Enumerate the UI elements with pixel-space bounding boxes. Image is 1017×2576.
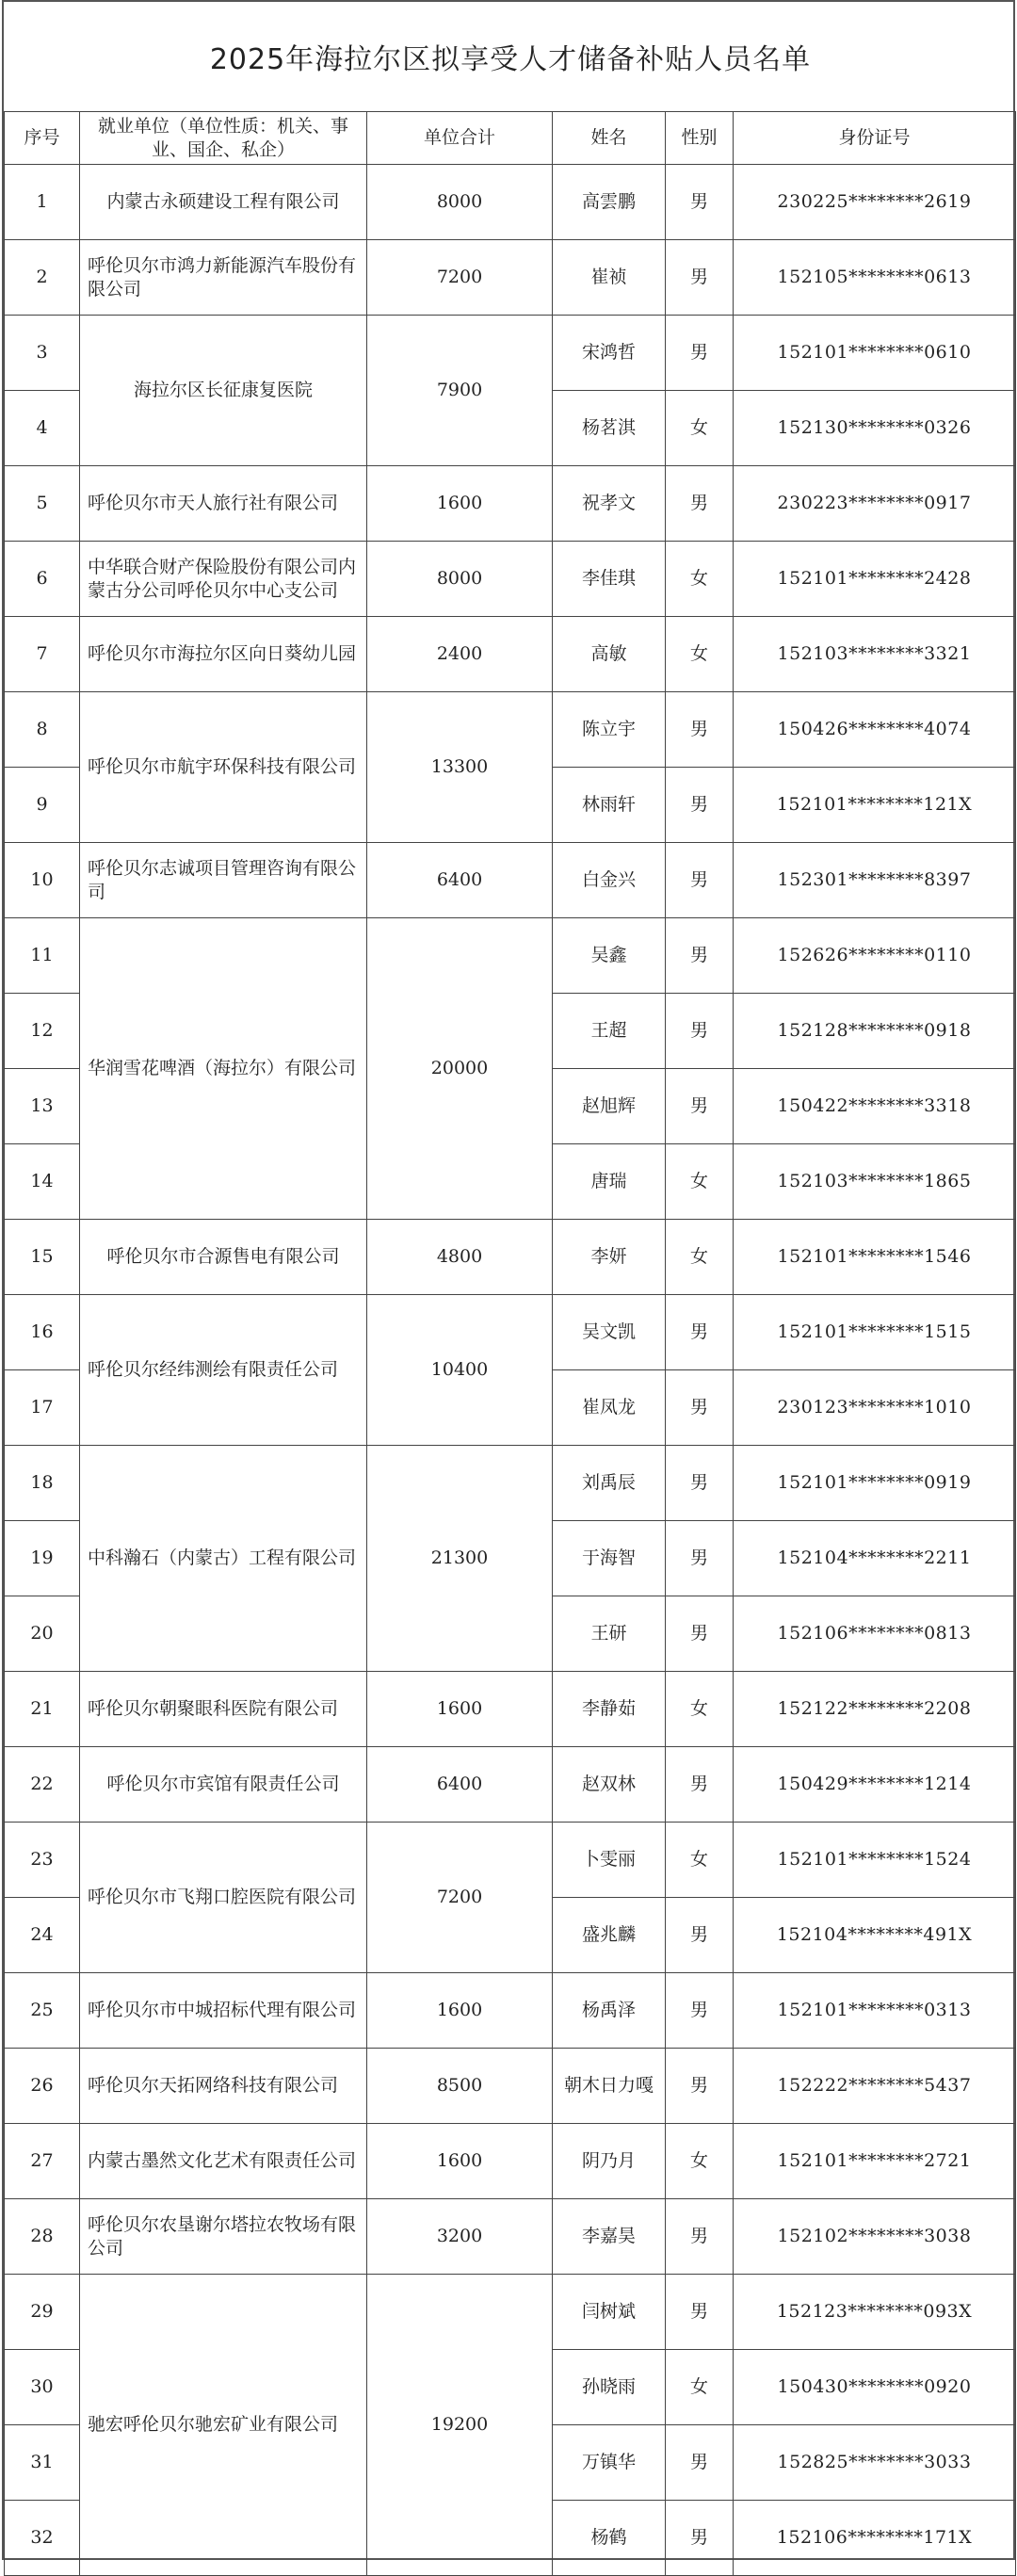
- employer-unit: 呼伦贝尔市合源售电有限公司: [80, 1220, 367, 1295]
- person-gender: 男: [666, 1446, 734, 1521]
- person-name: 王研: [553, 1596, 666, 1672]
- person-id-number: 152222********5437: [734, 2049, 1016, 2124]
- person-name: 赵双林: [553, 1747, 666, 1823]
- person-gender: 女: [666, 1144, 734, 1220]
- person-gender: 男: [666, 918, 734, 994]
- person-gender: 女: [666, 1823, 734, 1898]
- person-name: 杨禹泽: [553, 1973, 666, 2049]
- employer-unit: 内蒙古永硕建设工程有限公司: [80, 165, 367, 240]
- person-id-number: 152130********0326: [734, 391, 1016, 466]
- person-name: 高雲鹏: [553, 165, 666, 240]
- person-gender: 男: [666, 466, 734, 542]
- person-id-number: 152301********8397: [734, 843, 1016, 918]
- unit-amount: 4800: [367, 1220, 553, 1295]
- person-id-number: 152103********3321: [734, 617, 1016, 692]
- employer-unit: 呼伦贝尔天拓网络科技有限公司: [80, 2049, 367, 2124]
- person-gender: 女: [666, 391, 734, 466]
- table-row: [5, 843, 1016, 918]
- document-frame: [2, 0, 1015, 2560]
- unit-amount: 1600: [367, 2124, 553, 2199]
- person-id-number: 152101********2428: [734, 542, 1016, 617]
- person-name: 王超: [553, 994, 666, 1069]
- person-id-number: 152128********0918: [734, 994, 1016, 1069]
- unit-amount: 6400: [367, 843, 553, 918]
- employer-unit: 呼伦贝尔朝聚眼科医院有限公司: [80, 1672, 367, 1747]
- unit-amount: 10400: [367, 1295, 553, 1446]
- person-gender: 女: [666, 1672, 734, 1747]
- person-gender: 女: [666, 1220, 734, 1295]
- row-seq: 2: [5, 240, 80, 316]
- table-row: [5, 692, 1016, 768]
- table-row: [5, 1747, 1016, 1823]
- row-seq: 30: [5, 2350, 80, 2425]
- table-row: [5, 466, 1016, 542]
- table-row: [5, 1446, 1016, 1521]
- table-row: [5, 1672, 1016, 1747]
- person-gender: 女: [666, 617, 734, 692]
- person-id-number: 150430********0920: [734, 2350, 1016, 2425]
- person-name: 祝孝文: [553, 466, 666, 542]
- row-seq: 26: [5, 2049, 80, 2124]
- person-gender: 男: [666, 1898, 734, 1973]
- row-seq: 17: [5, 1370, 80, 1446]
- person-gender: 男: [666, 1521, 734, 1596]
- person-name: 崔祯: [553, 240, 666, 316]
- header-gender: 性别: [666, 112, 734, 165]
- person-id-number: 152123********093X: [734, 2275, 1016, 2350]
- person-gender: 男: [666, 1973, 734, 2049]
- row-seq: 10: [5, 843, 80, 918]
- row-seq: 27: [5, 2124, 80, 2199]
- person-gender: 男: [666, 1747, 734, 1823]
- person-id-number: 230123********1010: [734, 1370, 1016, 1446]
- unit-amount: 13300: [367, 692, 553, 843]
- table-row: [5, 1295, 1016, 1370]
- unit-amount: 7200: [367, 1823, 553, 1973]
- row-seq: 5: [5, 466, 80, 542]
- person-gender: 女: [666, 2124, 734, 2199]
- person-gender: 女: [666, 542, 734, 617]
- unit-amount: 6400: [367, 1747, 553, 1823]
- person-name: 杨茗淇: [553, 391, 666, 466]
- person-id-number: 150429********1214: [734, 1747, 1016, 1823]
- person-name: 朝木日力嘎: [553, 2049, 666, 2124]
- unit-amount: 3200: [367, 2199, 553, 2275]
- employer-unit: 华润雪花啤酒（海拉尔）有限公司: [80, 918, 367, 1220]
- unit-amount: 1600: [367, 466, 553, 542]
- employer-unit: 呼伦贝尔市中城招标代理有限公司: [80, 1973, 367, 2049]
- row-seq: 9: [5, 768, 80, 843]
- person-gender: 男: [666, 768, 734, 843]
- person-name: 吴鑫: [553, 918, 666, 994]
- person-id-number: 152106********0813: [734, 1596, 1016, 1672]
- person-gender: 男: [666, 2049, 734, 2124]
- header-unit: 就业单位（单位性质：机关、事业、国企、私企）: [80, 112, 367, 165]
- unit-amount: 7900: [367, 316, 553, 466]
- employer-unit: 呼伦贝尔市天人旅行社有限公司: [80, 466, 367, 542]
- employer-unit: 内蒙古墨然文化艺术有限责任公司: [80, 2124, 367, 2199]
- person-name: 孙晓雨: [553, 2350, 666, 2425]
- person-id-number: 152101********0610: [734, 316, 1016, 391]
- person-name: 吴文凯: [553, 1295, 666, 1370]
- table-row: [5, 1220, 1016, 1295]
- person-name: 闫树斌: [553, 2275, 666, 2350]
- unit-amount: 20000: [367, 918, 553, 1220]
- row-seq: 22: [5, 1747, 80, 1823]
- person-id-number: 152122********2208: [734, 1672, 1016, 1747]
- person-gender: 男: [666, 165, 734, 240]
- employer-unit: 中科瀚石（内蒙古）工程有限公司: [80, 1446, 367, 1672]
- table-row: [5, 617, 1016, 692]
- person-name: 李妍: [553, 1220, 666, 1295]
- row-seq: 14: [5, 1144, 80, 1220]
- row-seq: 31: [5, 2425, 80, 2501]
- table-row: [5, 542, 1016, 617]
- unit-amount: 8500: [367, 2049, 553, 2124]
- table-row: [5, 165, 1016, 240]
- row-seq: 3: [5, 316, 80, 391]
- person-gender: 男: [666, 316, 734, 391]
- person-gender: 男: [666, 1069, 734, 1144]
- employer-unit: 呼伦贝尔市鸿力新能源汽车股份有限公司: [80, 240, 367, 316]
- unit-amount: 8000: [367, 165, 553, 240]
- header-name: 姓名: [553, 112, 666, 165]
- person-gender: 男: [666, 843, 734, 918]
- person-name: 于海智: [553, 1521, 666, 1596]
- person-id-number: 150422********3318: [734, 1069, 1016, 1144]
- row-seq: 1: [5, 165, 80, 240]
- header-id: 身份证号: [734, 112, 1016, 165]
- unit-amount: 1600: [367, 1973, 553, 2049]
- person-id-number: 152103********1865: [734, 1144, 1016, 1220]
- person-name: 唐瑞: [553, 1144, 666, 1220]
- table-row: [5, 2124, 1016, 2199]
- person-name: 高敏: [553, 617, 666, 692]
- person-gender: 女: [666, 2350, 734, 2425]
- person-id-number: 152102********3038: [734, 2199, 1016, 2275]
- row-seq: 11: [5, 918, 80, 994]
- row-seq: 23: [5, 1823, 80, 1898]
- table-body: [5, 165, 1016, 2576]
- person-id-number: 152101********1515: [734, 1295, 1016, 1370]
- employer-unit: 呼伦贝尔市飞翔口腔医院有限公司: [80, 1823, 367, 1973]
- person-name: 卜雯丽: [553, 1823, 666, 1898]
- person-gender: 男: [666, 994, 734, 1069]
- person-name: 李佳琪: [553, 542, 666, 617]
- row-seq: 25: [5, 1973, 80, 2049]
- person-gender: 男: [666, 1370, 734, 1446]
- row-seq: 16: [5, 1295, 80, 1370]
- person-name: 陈立宇: [553, 692, 666, 768]
- table-row: [5, 316, 1016, 391]
- employer-unit: 呼伦贝尔农垦谢尔塔拉农牧场有限公司: [80, 2199, 367, 2275]
- row-seq: 12: [5, 994, 80, 1069]
- person-name: 万镇华: [553, 2425, 666, 2501]
- person-gender: 男: [666, 2275, 734, 2350]
- subsidy-table: [4, 111, 1016, 2576]
- employer-unit: 呼伦贝尔市海拉尔区向日葵幼儿园: [80, 617, 367, 692]
- table-row: [5, 2199, 1016, 2275]
- employer-unit: 呼伦贝尔市航宇环保科技有限公司: [80, 692, 367, 843]
- page-title: 2025年海拉尔区拟享受人才储备补贴人员名单: [209, 43, 812, 76]
- person-name: 崔凤龙: [553, 1370, 666, 1446]
- row-seq: 4: [5, 391, 80, 466]
- person-name: 李嘉昊: [553, 2199, 666, 2275]
- row-seq: 21: [5, 1672, 80, 1747]
- header-amount: 单位合计: [367, 112, 553, 165]
- row-seq: 32: [5, 2501, 80, 2576]
- person-name: 阴乃月: [553, 2124, 666, 2199]
- person-id-number: 152101********2721: [734, 2124, 1016, 2199]
- person-gender: 男: [666, 1295, 734, 1370]
- person-id-number: 230223********0917: [734, 466, 1016, 542]
- person-gender: 男: [666, 692, 734, 768]
- row-seq: 6: [5, 542, 80, 617]
- header-seq: 序号: [5, 112, 80, 165]
- person-name: 杨鹤: [553, 2501, 666, 2576]
- row-seq: 29: [5, 2275, 80, 2350]
- employer-unit: 呼伦贝尔市宾馆有限责任公司: [80, 1747, 367, 1823]
- person-gender: 男: [666, 2425, 734, 2501]
- row-seq: 13: [5, 1069, 80, 1144]
- row-seq: 19: [5, 1521, 80, 1596]
- person-id-number: 152101********121X: [734, 768, 1016, 843]
- row-seq: 8: [5, 692, 80, 768]
- employer-unit: 驰宏呼伦贝尔驰宏矿业有限公司: [80, 2275, 367, 2576]
- unit-amount: 1600: [367, 1672, 553, 1747]
- person-name: 林雨轩: [553, 768, 666, 843]
- employer-unit: 中华联合财产保险股份有限公司内蒙古分公司呼伦贝尔中心支公司: [80, 542, 367, 617]
- person-id-number: 152106********171X: [734, 2501, 1016, 2576]
- person-name: 盛兆麟: [553, 1898, 666, 1973]
- person-gender: 男: [666, 1596, 734, 1672]
- person-id-number: 152101********0313: [734, 1973, 1016, 2049]
- row-seq: 18: [5, 1446, 80, 1521]
- table-row: [5, 918, 1016, 994]
- table-row: [5, 1973, 1016, 2049]
- person-id-number: 150426********4074: [734, 692, 1016, 768]
- table-row: [5, 1823, 1016, 1898]
- row-seq: 28: [5, 2199, 80, 2275]
- person-name: 李静茹: [553, 1672, 666, 1747]
- person-id-number: 152101********1546: [734, 1220, 1016, 1295]
- person-id-number: 152105********0613: [734, 240, 1016, 316]
- person-name: 刘禹辰: [553, 1446, 666, 1521]
- row-seq: 15: [5, 1220, 80, 1295]
- person-id-number: 152101********0919: [734, 1446, 1016, 1521]
- unit-amount: 19200: [367, 2275, 553, 2576]
- person-id-number: 152104********2211: [734, 1521, 1016, 1596]
- person-id-number: 152101********1524: [734, 1823, 1016, 1898]
- header-row: [5, 112, 1016, 165]
- person-id-number: 230225********2619: [734, 165, 1016, 240]
- person-gender: 男: [666, 2199, 734, 2275]
- unit-amount: 2400: [367, 617, 553, 692]
- employer-unit: 呼伦贝尔经纬测绘有限责任公司: [80, 1295, 367, 1446]
- person-gender: 男: [666, 2501, 734, 2576]
- employer-unit: 呼伦贝尔志诚项目管理咨询有限公司: [80, 843, 367, 918]
- table-row: [5, 240, 1016, 316]
- row-seq: 7: [5, 617, 80, 692]
- employer-unit: 海拉尔区长征康复医院: [80, 316, 367, 466]
- unit-amount: 21300: [367, 1446, 553, 1672]
- unit-amount: 7200: [367, 240, 553, 316]
- person-id-number: 152104********491X: [734, 1898, 1016, 1973]
- person-gender: 男: [666, 240, 734, 316]
- person-name: 宋鸿哲: [553, 316, 666, 391]
- table-row: [5, 2049, 1016, 2124]
- person-name: 白金兴: [553, 843, 666, 918]
- person-id-number: 152626********0110: [734, 918, 1016, 994]
- unit-amount: 8000: [367, 542, 553, 617]
- row-seq: 20: [5, 1596, 80, 1672]
- row-seq: 24: [5, 1898, 80, 1973]
- table-row: [5, 2275, 1016, 2350]
- person-name: 赵旭辉: [553, 1069, 666, 1144]
- person-id-number: 152825********3033: [734, 2425, 1016, 2501]
